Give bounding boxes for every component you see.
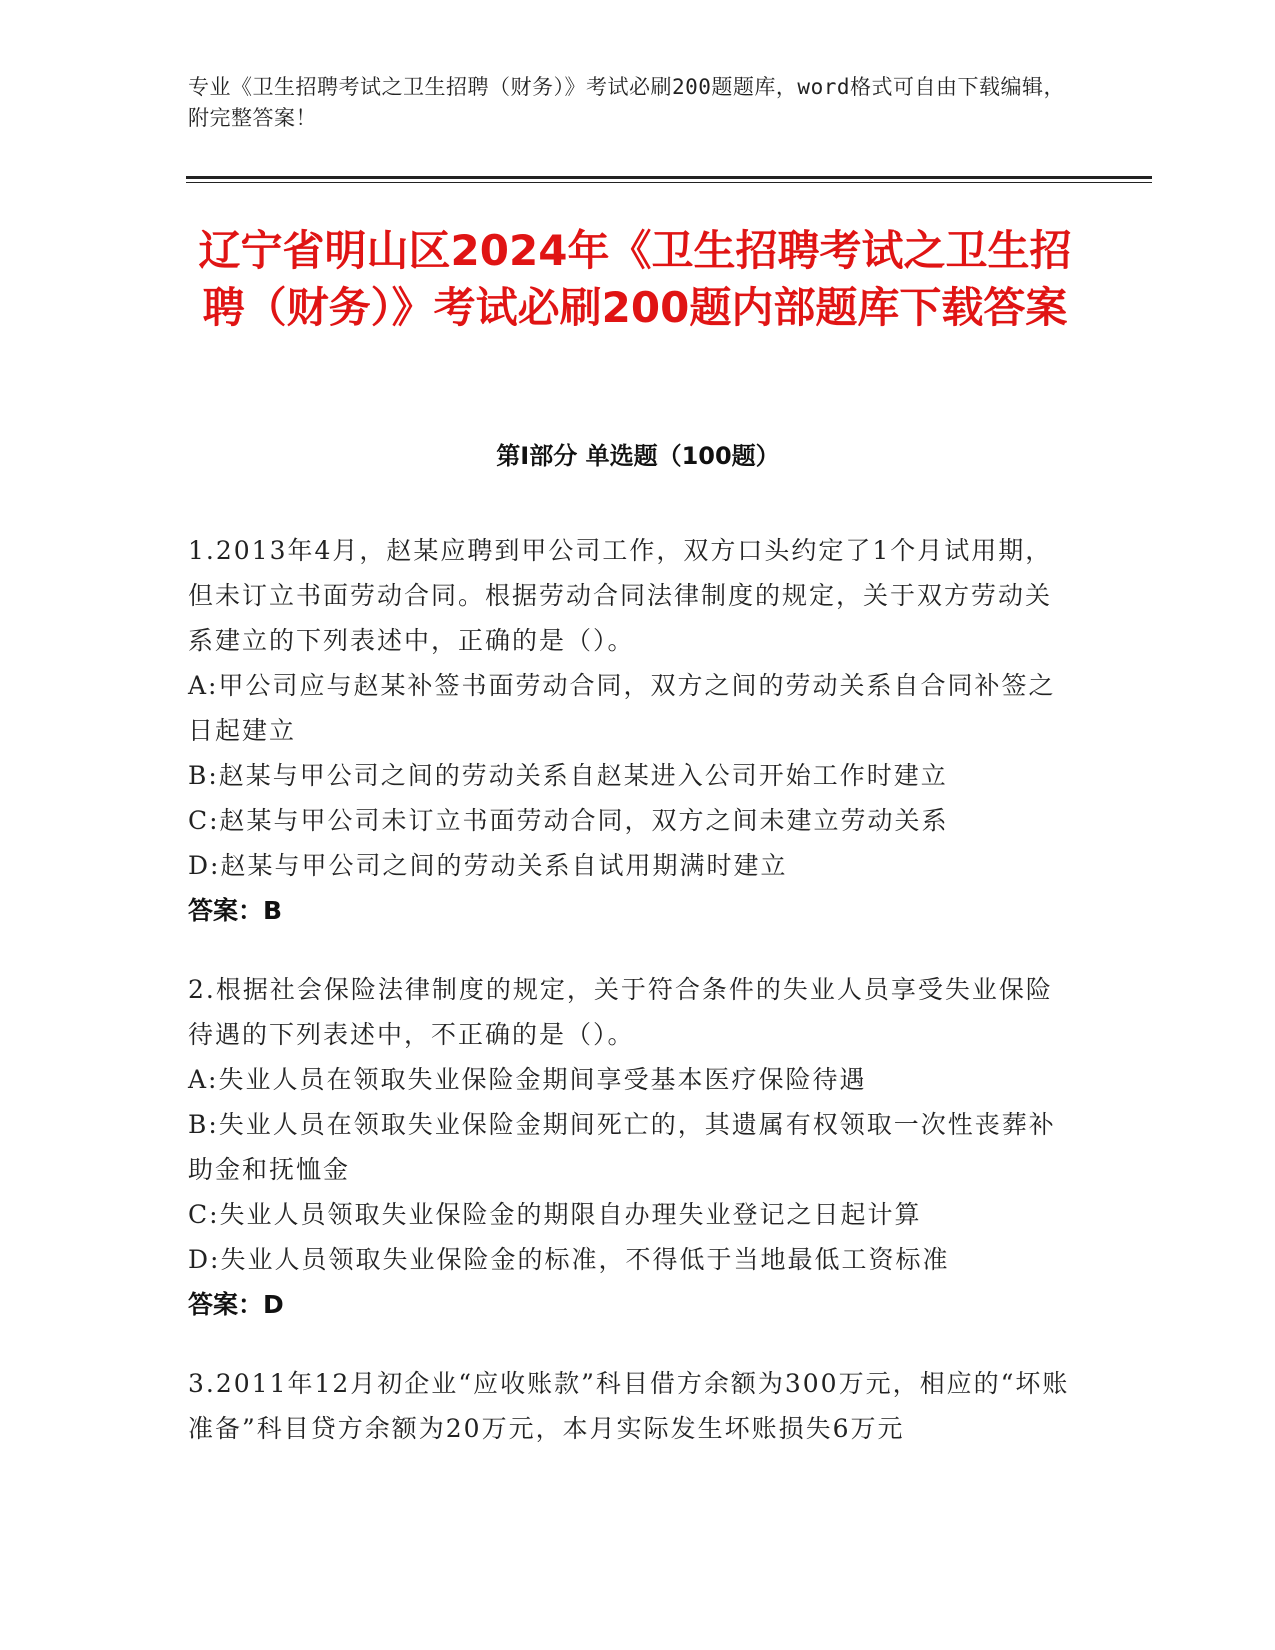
header-divider-thick bbox=[186, 176, 1152, 179]
option-a: A:失业人员在领取失业保险金期间享受基本医疗保险待遇 bbox=[188, 1065, 867, 1094]
option-b: B:赵某与甲公司之间的劳动关系自赵某进入公司开始工作时建立 bbox=[188, 761, 948, 790]
section-heading: 第I部分 单选题（100题） bbox=[496, 442, 780, 470]
option-c: C:赵某与甲公司未订立书面劳动合同，双方之间未建立劳动关系 bbox=[188, 806, 949, 835]
question-2 bbox=[188, 967, 1078, 1327]
option-c: C:失业人员领取失业保险金的期限自办理失业登记之日起计算 bbox=[188, 1200, 922, 1229]
question-stem: 2.根据社会保险法律制度的规定，关于符合条件的失业人员享受失业保险待遇的下列表述中，不正确的是（）。 bbox=[188, 975, 1053, 1049]
answer: 答案：D bbox=[188, 1290, 284, 1319]
question-1 bbox=[188, 528, 1078, 933]
answer: 答案：B bbox=[188, 896, 283, 925]
header-divider-thin bbox=[186, 182, 1152, 183]
option-a: A:甲公司应与赵某补签书面劳动合同，双方之间的劳动关系自合同补签之日起建立 bbox=[188, 671, 1056, 745]
question-stem: 3.2011年12月初企业“应收账款”科目借方余额为300万元，相应的“坏账准备”科目贷方余额为20万元，本月实际发生坏账损失6万元 bbox=[188, 1369, 1070, 1443]
option-d: D:失业人员领取失业保险金的标准，不得低于当地最低工资标准 bbox=[188, 1245, 950, 1274]
question-stem: 1.2013年4月，赵某应聘到甲公司工作，双方口头约定了1个月试用期，但未订立书面劳动合同。根据劳动合同法律制度的规定，关于双方劳动关系建立的下列表述中，正确的是（）。 bbox=[188, 536, 1053, 655]
option-b: B:失业人员在领取失业保险金期间死亡的，其遗属有权领取一次性丧葬补助金和抚恤金 bbox=[188, 1110, 1056, 1184]
option-d: D:赵某与甲公司之间的劳动关系自试用期满时建立 bbox=[188, 851, 788, 880]
question-3 bbox=[188, 1361, 1078, 1451]
header-note: 专业《卫生招聘考试之卫生招聘（财务）》考试必刷200题题库，word格式可自由下载编辑，附完整答案！ bbox=[188, 75, 1065, 130]
question-list bbox=[188, 528, 1078, 1485]
document-title: 辽宁省明山区2024年《卫生招聘考试之卫生招聘（财务）》考试必刷200题内部题库下载答案 bbox=[198, 226, 1072, 332]
